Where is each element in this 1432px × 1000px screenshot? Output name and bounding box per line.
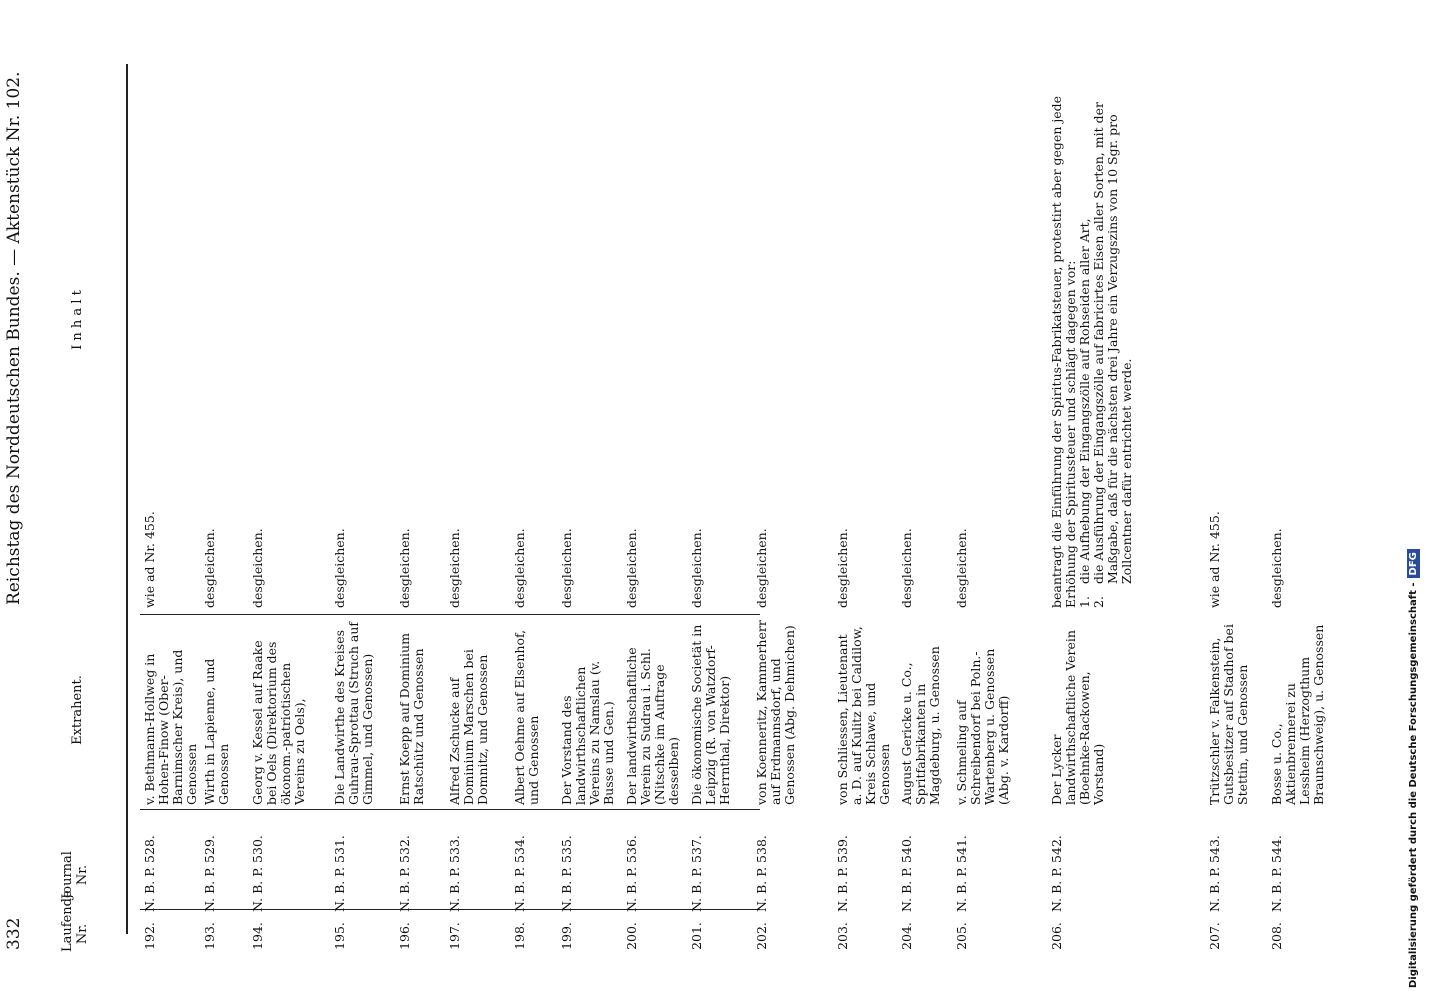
row-extrahent: Alfred Zschucke auf Dominium Marschen bei Domnitz, und Genossen	[447, 649, 490, 805]
row-journal: N. B. P. 530.	[250, 835, 265, 912]
row-inhalt: desgleichen.	[332, 528, 347, 608]
row-nr: 195.	[332, 922, 347, 950]
row-nr: 208.	[1269, 922, 1284, 950]
row-extrahent: Trützschler v. Falkenstein, Gutsbesitzer auf Stadhof bei Stettin, und Genossen	[1207, 624, 1250, 805]
row-journal: N. B. P. 543.	[1207, 835, 1222, 912]
item-number: 1.	[1077, 596, 1092, 608]
row-extrahent: Wirth in Lapienne, und Genossen	[202, 658, 231, 805]
running-title: Reichstag des Norddeutschen Bundes. — Aktenstück Nr. 102.	[4, 71, 24, 605]
row-journal: N. B. P. 542.	[1049, 835, 1064, 912]
row-journal: N. B. P. 528.	[142, 835, 157, 912]
row-nr: 201.	[689, 922, 704, 950]
row-extrahent: v. Schmeling auf Schreibendorf bei Poln.-Wartenberg u. Genossen (Abg. v. Kardorff)	[954, 648, 1011, 805]
inhalt-item	[1078, 48, 1092, 608]
row-inhalt: desgleichen.	[899, 528, 914, 608]
row-extrahent: Der landwirthschaftliche Verein zu Sudrau i. Schl. (Nitschke im Auftrage desselben)	[624, 647, 681, 805]
row-journal: N. B. P. 536.	[624, 835, 639, 912]
row-inhalt	[1050, 48, 1134, 608]
item-number: 2.	[1091, 596, 1106, 608]
row-nr: 199.	[559, 922, 574, 950]
row-journal: N. B. P. 537.	[689, 835, 704, 912]
row-nr: 205.	[954, 922, 969, 950]
row-nr: 202.	[754, 922, 769, 950]
row-nr: 193.	[202, 922, 217, 950]
row-inhalt: desgleichen.	[559, 528, 574, 608]
row-nr: 203.	[835, 922, 850, 950]
digitization-text: Digitalisierung gefördert durch die Deutsche Forschungsgemeinschaft -	[1408, 582, 1419, 988]
row-journal: N. B. P. 534.	[512, 835, 527, 912]
row-extrahent: Bosse u. Co., Aktienbrennerei zu Lessheim (Herzogthum Braunschweig), u. Genossen	[1269, 624, 1326, 805]
row-journal: N. B. P. 540.	[899, 835, 914, 912]
item-text: die Ausführung der Eingangszölle auf fabricirtes Eisen aller Sorten, mit der Maßgabe, daß für die nächsten drei Jahre ein Verzugszins von 10 Sgr. pro Zollcentner dafür entrichtet werde.	[1091, 102, 1134, 584]
row-extrahent: Albert Oehme auf Elsenhof, und Genossen	[512, 629, 541, 805]
row-inhalt: desgleichen.	[512, 528, 527, 608]
row-inhalt: desgleichen.	[202, 528, 217, 608]
row-inhalt: desgleichen.	[624, 528, 639, 608]
col-header-inhalt: I n h a l t	[70, 290, 85, 350]
inhalt-intro: beantragt die Einführung der Spiritus-Fabrikatsteuer, protestirt aber gegen jede Erhöhung der Spiritussteuer und schlägt dagegen vor:	[1049, 95, 1078, 608]
row-extrahent: Georg v. Kessel auf Raake bei Oels (Direktorium des ökonom.-patriotischen Vereins zu Oels),	[250, 640, 307, 805]
row-extrahent: Die ökonomische Societät in Leipzig (R. von Watzdorf-Herrnthal, Direktor)	[689, 624, 732, 805]
row-inhalt: desgleichen.	[1269, 528, 1284, 608]
inhalt-item	[1092, 48, 1134, 608]
row-journal: N. B. P. 544.	[1269, 835, 1284, 912]
row-inhalt: desgleichen.	[689, 528, 704, 608]
row-inhalt: desgleichen.	[754, 528, 769, 608]
row-nr: 196.	[397, 922, 412, 950]
row-inhalt: desgleichen.	[835, 528, 850, 608]
row-nr: 206.	[1049, 922, 1064, 950]
row-nr: 192.	[142, 922, 157, 950]
row-journal: N. B. P. 535.	[559, 835, 574, 912]
row-journal: N. B. P. 541.	[954, 835, 969, 912]
column-rule-3	[140, 614, 760, 615]
row-nr: 197.	[447, 922, 462, 950]
row-extrahent: v. Bethmann-Hollweg in Hohen-Finow (Ober-Barnimscher Kreis), und Genossen	[142, 649, 199, 805]
row-nr: 194.	[250, 922, 265, 950]
row-inhalt: wie ad Nr. 455.	[1207, 511, 1222, 608]
row-journal: N. B. P. 531.	[332, 835, 347, 912]
row-journal: N. B. P. 539.	[835, 835, 850, 912]
row-journal: N. B. P. 538.	[754, 835, 769, 912]
row-extrahent: Der Lycker landwirthschaftliche Verein (Boehnke-Rackowen, Vorstand)	[1049, 630, 1106, 805]
row-nr: 204.	[899, 922, 914, 950]
row-nr: 200.	[624, 922, 639, 950]
row-extrahent: von Schliessen, Lieutenant a. D. auf Kulitz bei Caldilow, Kreis Schlawe, und Genossen	[835, 626, 892, 805]
row-extrahent: von Koenneritz, Kammerherr auf Erdmannsdorf, und Genossen (Abg. Dehmichen)	[754, 620, 797, 805]
dfg-logo: DFG	[1407, 549, 1420, 578]
col-header-laufende-nr: Laufende Nr.	[60, 890, 90, 952]
row-journal: N. B. P. 529.	[202, 835, 217, 912]
row-extrahent: Der Vorstand des landwirthschaftlichen Vereins zu Namslau (v. Busse und Gen.)	[559, 660, 616, 805]
column-rule-2	[140, 809, 760, 810]
row-inhalt: wie ad Nr. 455.	[142, 511, 157, 608]
row-extrahent: Ernst Koepp auf Dominium Ratschütz und Genossen	[397, 633, 426, 805]
header-rule	[126, 64, 128, 934]
row-inhalt: desgleichen.	[447, 528, 462, 608]
row-nr: 198.	[512, 922, 527, 950]
row-journal: N. B. P. 532.	[397, 835, 412, 912]
col-header-journal-nr: Journal Nr.	[60, 851, 90, 899]
row-inhalt: desgleichen.	[954, 528, 969, 608]
row-inhalt: desgleichen.	[250, 528, 265, 608]
item-text: die Aufhebung der Eingangszölle auf Rohseiden aller Art,	[1077, 218, 1092, 584]
row-nr: 207.	[1207, 922, 1222, 950]
row-inhalt: desgleichen.	[397, 528, 412, 608]
col-header-extrahent: Extrahent.	[70, 675, 85, 745]
digitization-note	[1408, 549, 1419, 988]
page-number: 332	[4, 917, 24, 950]
row-journal: N. B. P. 533.	[447, 835, 462, 912]
row-extrahent: Die Landwirthe des Kreises Guhrau-Sprottau (Struch auf Gimmel, und Genossen)	[332, 621, 375, 805]
row-extrahent: August Gericke u. Co., Spritfabrikanten in Magdeburg, u. Genossen	[899, 646, 942, 805]
